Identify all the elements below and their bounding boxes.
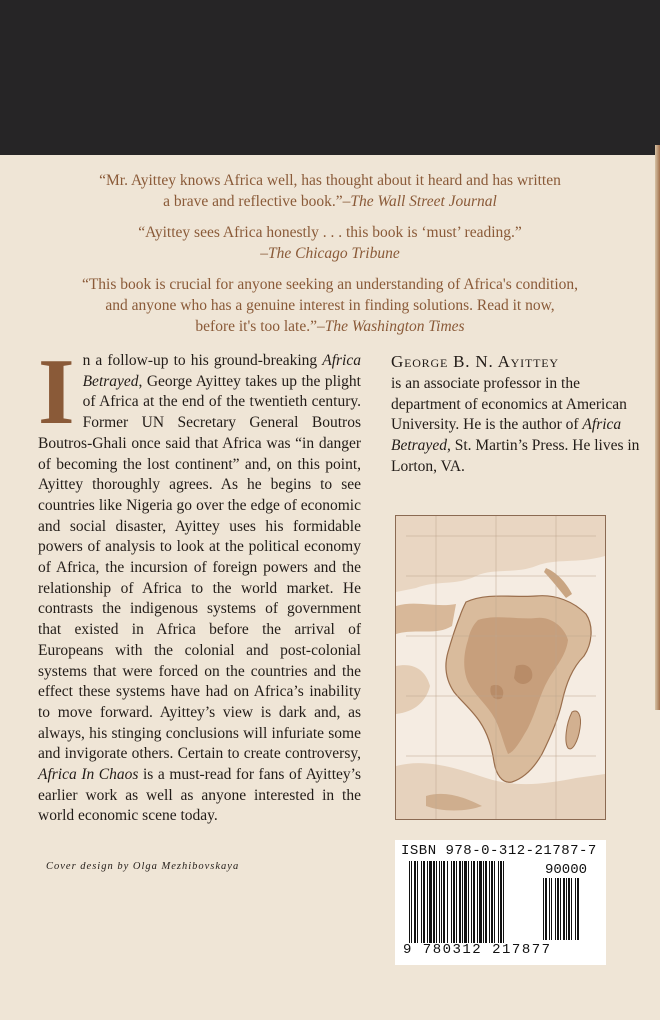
- quote-source: –The Wall Street Journal: [342, 193, 497, 210]
- book-description: [38, 340, 361, 827]
- quote-source: –The Chicago Tribune: [260, 245, 400, 262]
- ean-number: 9 780312 217877: [403, 942, 552, 958]
- barcode-bar: [555, 878, 556, 940]
- isbn-label: ISBN 978-0-312-21787-7: [401, 843, 597, 859]
- author-name: George B. N. Ayittey: [391, 352, 559, 371]
- barcode-bar: [560, 878, 561, 940]
- review-quote: [0, 170, 660, 212]
- barcode-bar: [494, 861, 495, 943]
- description-title: Africa Betrayed: [82, 352, 361, 390]
- price-code: 90000: [545, 862, 588, 878]
- author-bio-text: , St. Martin’s Press. He lives in Lorton, VA.: [391, 437, 640, 475]
- barcode-bar: [577, 878, 579, 940]
- barcode-bar: [563, 878, 565, 940]
- africa-map-illustration: [396, 516, 605, 819]
- review-quote: [0, 274, 660, 337]
- author-bio-title: Africa Betrayed: [391, 416, 622, 455]
- barcode-bar: [557, 878, 559, 940]
- barcode-bar: [456, 861, 457, 943]
- quote-line: and anyone who has a genuine interest in finding solutions. Read it now,: [105, 297, 555, 314]
- quote-line: before it's too late.”: [195, 318, 317, 335]
- barcode-bar: [571, 878, 572, 940]
- addon-barcode-bars: [543, 878, 601, 940]
- barcode-bar: [479, 861, 482, 943]
- barcode-bar: [551, 878, 552, 940]
- barcode-bar: [568, 878, 570, 940]
- barcode-bar: [483, 861, 484, 943]
- barcode-bar: [439, 861, 440, 943]
- description-text: , George Ayittey takes up the plight of Africa at the end of the twentieth century. Former UN Secretary General Boutros Boutros-Ghali once said that Africa was “in danger of becoming the lost continent” and, on this point, Ayittey thoroughly agrees. As he begins to see countries like Nigeria go over the edge of economic and social disaster, Ayittey uses his formidable powers of analysis to look at the political economy of Africa, the incursion of foreign powers and the relationship of Africa to the world market. He contrasts the indigenous systems of government that existed in Africa before the arrival of Europeans with the colonial and post-colonial systems that were forced on the countries and the effect these systems have had on Africa’s inability to move forward. Ayittey’s view is dark and, as always, his stinging conclusions will infuriate some and invigorate others. Certain to create controversy,: [38, 372, 361, 763]
- barcode-bar: [491, 861, 493, 943]
- barcode-bar: [447, 861, 448, 943]
- barcode-bar: [409, 861, 410, 943]
- author-bio: [391, 352, 641, 478]
- barcode-bar: [429, 861, 432, 943]
- isbn-barcode: [395, 840, 606, 965]
- ean-barcode-bars: [409, 861, 535, 943]
- barcode-bar: [462, 861, 463, 943]
- review-quote: [0, 222, 660, 264]
- barcode-bar: [489, 861, 490, 943]
- barcode-bar: [421, 861, 422, 943]
- barcode-bar: [459, 861, 461, 943]
- barcode-bar: [545, 878, 547, 940]
- barcode-bar: [498, 861, 499, 943]
- barcode-bar: [417, 861, 418, 943]
- barcode-bar: [543, 878, 544, 940]
- barcode-bar: [414, 861, 416, 943]
- barcode-bar: [436, 861, 437, 943]
- barcode-bar: [477, 861, 478, 943]
- barcode-bar: [441, 861, 442, 943]
- cover-design-credit: Cover design by Olga Mezhibovskaya: [46, 861, 240, 872]
- barcode-bar: [464, 861, 467, 943]
- barcode-bar: [473, 861, 475, 943]
- barcode-bar: [549, 878, 550, 940]
- barcode-bar: [471, 861, 472, 943]
- drop-cap: I: [38, 340, 75, 444]
- quote-line: “Ayittey sees Africa honestly . . . this book is ‘must’ reading.”: [138, 224, 522, 241]
- description-title: Africa In Chaos: [38, 766, 139, 784]
- top-dark-band: [0, 0, 660, 155]
- quote-source: –The Washington Times: [317, 318, 465, 335]
- barcode-bar: [443, 861, 445, 943]
- barcode-bar: [500, 861, 502, 943]
- barcode-bar: [451, 861, 452, 943]
- barcode-bar: [468, 861, 469, 943]
- barcode-bar: [503, 861, 504, 943]
- barcode-bar: [423, 861, 425, 943]
- barcode-bar: [575, 878, 576, 940]
- author-bio-text: is an associate professor in the department of economics at American University. He is the author of: [391, 374, 627, 434]
- quote-line: “This book is crucial for anyone seeking an understanding of Africa's condition,: [81, 276, 579, 293]
- description-text: is a must-read for fans of Ayittey’s earlier work as well as anyone interested in the world economic scene today.: [38, 766, 361, 825]
- barcode-bar: [427, 861, 428, 943]
- barcode-bar: [433, 861, 435, 943]
- quote-line: a brave and reflective book.”: [163, 193, 343, 210]
- description-text: n a follow-up to his ground-breaking: [82, 352, 323, 369]
- barcode-bar: [485, 861, 487, 943]
- barcode-bar: [566, 878, 567, 940]
- africa-map-image: [395, 515, 606, 820]
- barcode-bar: [453, 861, 455, 943]
- review-quotes: [0, 170, 660, 347]
- barcode-bar: [411, 861, 412, 943]
- quote-line: “Mr. Ayittey knows Africa well, has thought about it heard and has written: [99, 172, 561, 189]
